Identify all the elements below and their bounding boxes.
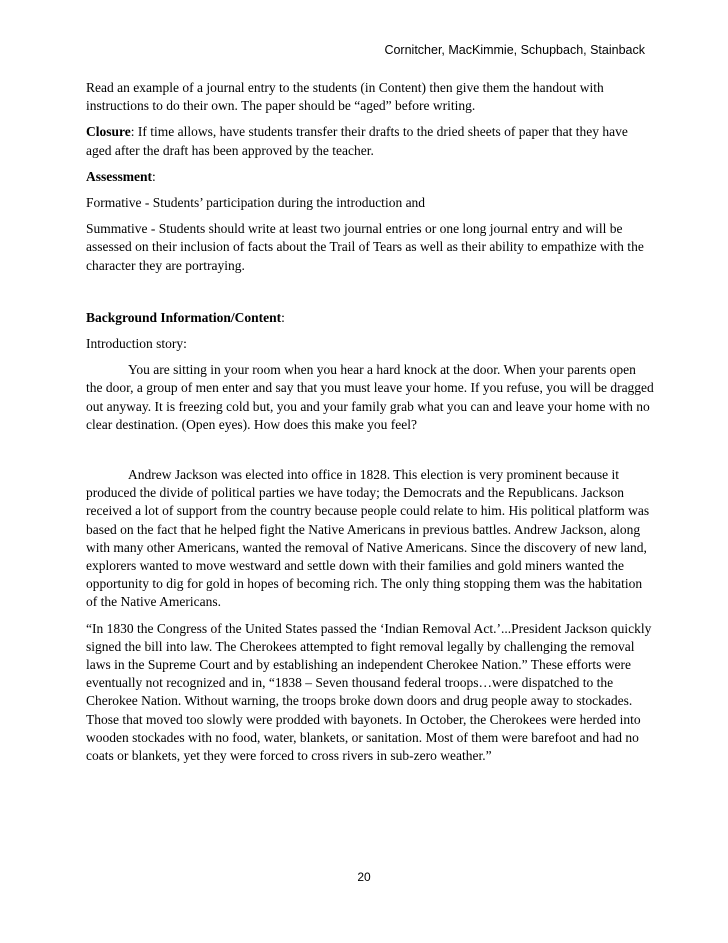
closure-paragraph [86,123,654,159]
closure-label: Closure [86,124,131,140]
background-label: Background Information/Content [86,309,282,325]
formative-paragraph: Formative - Students’ participation during the introduction and [86,195,426,211]
page-number: 20 [357,870,371,884]
quote-paragraph: “In 1830 the Congress of the United States passed the ‘Indian Removal Act.’...President Jackson quickly signed the bill into law. The Cherokees attempted to fight removal legally by challenging the removal laws in the Supreme Court and by establishing an independent Cherokee Nation.” These efforts were eventually not recognized and in, “1838 – Seven thousand federal troops…were dispatched to the Cherokee Nation. Without warning, the troops broke down doors and drug people away to stockades. Those that moved too slowly were prodded with bayonets. In October, the Cherokees were herded into wooden stockades with no food, water, blankets, or sanitation. Most of them were barefoot and had no coats or blankets, yet they were forced to cross rivers in sub-zero weather.” [86,620,652,764]
jackson-paragraph: Andrew Jackson was elected into office in 1828. This election is very prominent because it produced the divide of political parties we have today; the Democrats and the Republicans. Jackson received a lot of support from the country because people could relate to him. His political platform was based on the fact that he helped fight the Native Americans in previous battles. Andrew Jackson, along with many other Americans, wanted the removal of Native Americans. Since the discovery of new land, explorers wanted to move westward and settle down with their families and gold miners wanted the opportunity to dig for gold in hopes of becoming rich. The only thing stopping them was the habitation of the Native Americans. [86,467,650,610]
background-colon: : [281,309,285,325]
closure-text: : If time allows, have students transfer their drafts to the dried sheets of paper that they have aged after the draft has been approved by the teacher. [86,124,628,158]
intro-example-paragraph: Read an example of a journal entry to the students (in Content) then give them the handout with instructions to do their own. The paper should be “aged” before writing. [86,80,604,114]
intro-story-label: Introduction story: [86,336,187,352]
summative-paragraph: Summative - Students should write at least two journal entries or one long journal entry and will be assessed on their inclusion of facts about the Trail of Tears as well as their ability to empathize with the character they are portraying. [86,221,644,273]
assessment-colon: : [152,168,156,184]
running-header: Cornitcher, MacKimmie, Schupbach, Stainback [384,43,645,57]
background-heading [86,309,654,327]
assessment-heading [86,168,654,186]
page-content [86,79,654,773]
assessment-label: Assessment [86,168,152,184]
story-paragraph: You are sitting in your room when you hear a hard knock at the door. When your parents open the door, a group of men enter and say that you must leave your home. If you refuse, you will be dragged out anyway. It is freezing cold but, you and your family grab what you can and leave your home with no clear destination. (Open eyes). How does this make you feel? [86,362,654,432]
